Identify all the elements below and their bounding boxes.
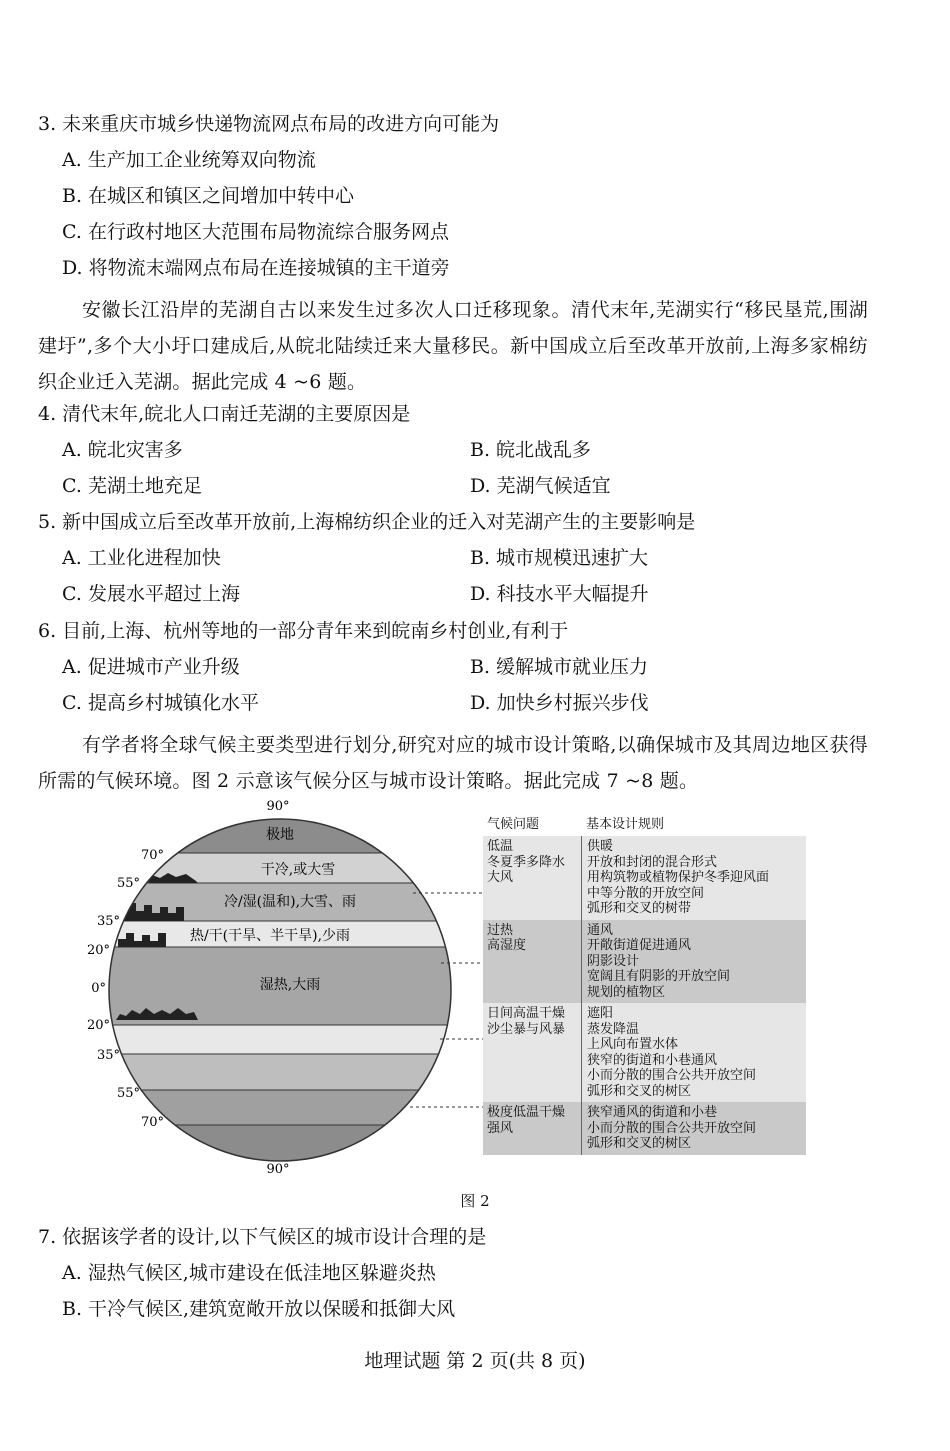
problem-text: 沙尘暴与风暴	[487, 1021, 566, 1037]
header-rule: 基本设计规则	[586, 817, 665, 833]
rule-text: 规划的植物区	[587, 984, 666, 1000]
zone-polar-label: 极地	[266, 827, 294, 843]
q6-option-d: D. 加快乡村振兴步伐	[470, 692, 649, 714]
lat-label: 0°	[91, 981, 106, 996]
rule-text: 阴影设计	[587, 953, 640, 969]
problem-text: 大风	[487, 870, 514, 885]
q3-option-a: A. 生产加工企业统筹双向物流	[62, 149, 316, 171]
q6-stem: 6. 目前,上海、杭州等地的一部分青年来到皖南乡村创业,有利于	[38, 620, 569, 642]
problem-text: 过热	[487, 922, 514, 938]
lat-label-bottom: 90°	[266, 1162, 290, 1177]
lat-label: 20°	[86, 1018, 110, 1033]
rule-text: 小而分散的围合公共开放空间	[587, 1068, 757, 1083]
lat-label-top: 90°	[266, 799, 290, 814]
zone-drycold-label: 干冷,或大雪	[260, 862, 336, 878]
rule-text: 遮阳	[587, 1006, 614, 1021]
rule-text: 狭窄通风的街道和小巷	[587, 1105, 718, 1120]
problem-text: 高湿度	[487, 938, 527, 953]
zone-hotwet-label: 湿热,大雨	[259, 977, 321, 993]
q4-option-a: A. 皖北灾害多	[62, 439, 183, 461]
lat-label: 70°	[140, 1115, 164, 1130]
figure-caption: 图 2	[460, 1192, 490, 1210]
q4-stem: 4. 清代末年,皖北人口南迁芜湖的主要原因是	[38, 403, 411, 425]
rule-text: 通风	[587, 922, 614, 938]
rule-text: 弧形和交叉的树区	[587, 1083, 692, 1099]
q7-option-a: A. 湿热气候区,城市建设在低洼地区躲避炎热	[62, 1262, 436, 1284]
passage-wuhu: 安徽长江沿岸的芜湖自古以来发生过多次人口迁移现象。清代末年,芜湖实行“移民垦荒,围湖建圩”,多个大小圩口建成后,从皖北陆续迁来大量移民。新中国成立后至改革开放前,上海多家棉纺织企业迁入芜湖。据此完成 4 ~6 题。	[38, 299, 868, 393]
climate-zone-globe	[0, 795, 483, 1180]
table-row	[483, 1102, 806, 1155]
table-row	[483, 920, 806, 1004]
rule-text: 开放和封闭的混合形式	[587, 854, 718, 870]
table-row	[483, 1003, 806, 1102]
lat-label: 55°	[116, 1086, 140, 1101]
q5-option-d: D. 科技水平大幅提升	[470, 583, 649, 605]
q5-option-b: B. 城市规模迅速扩大	[470, 547, 649, 569]
zone-hotdry-label: 热/干(干旱、半干旱),少雨	[189, 928, 351, 944]
q3-option-b: B. 在城区和镇区之间增加中转中心	[62, 185, 355, 207]
rule-text: 弧形和交叉的树带	[587, 901, 692, 916]
q4-option-c: C. 芜湖土地充足	[62, 475, 202, 497]
q6-option-a: A. 促进城市产业升级	[62, 656, 240, 678]
problem-text: 强风	[487, 1120, 514, 1136]
problem-text: 日间高温干燥	[487, 1006, 566, 1021]
q5-stem: 5. 新中国成立后至改革开放前,上海棉纺织企业的迁入对芜湖产生的主要影响是	[38, 511, 696, 533]
rule-text: 狭窄的街道和小巷通风	[587, 1052, 718, 1068]
q6-option-b: B. 缓解城市就业压力	[470, 656, 649, 678]
problem-text: 低温	[487, 839, 514, 854]
q7-option-b: B. 干冷气候区,建筑宽敞开放以保暖和抵御大风	[62, 1298, 456, 1320]
rule-text: 用构筑物或植物保护冬季迎风面	[587, 870, 770, 885]
q4-option-b: B. 皖北战乱多	[470, 439, 592, 461]
rule-text: 供暖	[587, 839, 614, 854]
problem-text: 冬夏季多降水	[487, 854, 566, 870]
rule-text: 宽阔且有阴影的开放空间	[587, 969, 731, 984]
rule-text: 弧形和交叉的树区	[587, 1136, 692, 1151]
q5-option-a: A. 工业化进程加快	[62, 547, 221, 569]
q6-option-c: C. 提高乡村城镇化水平	[62, 692, 259, 714]
q5-option-c: C. 发展水平超过上海	[62, 583, 240, 605]
lat-label: 35°	[96, 1048, 120, 1063]
lat-label: 20°	[86, 943, 110, 958]
rule-text: 小而分散的围合公共开放空间	[587, 1120, 757, 1136]
rule-text: 上风向布置水体	[587, 1037, 679, 1052]
rule-text: 开敞街道促进通风	[587, 938, 692, 953]
lat-label: 55°	[116, 876, 140, 891]
page-footer: 地理试题 第 2 页(共 8 页)	[364, 1350, 586, 1372]
problem-text: 极度低温干燥	[487, 1105, 566, 1120]
lat-label: 35°	[96, 914, 120, 929]
passage-climate: 有学者将全球气候主要类型进行划分,研究对应的城市设计策略,以确保城市及其周边地区获得所需的气候环境。图 2 示意该气候分区与城市设计策略。据此完成 7 ~8 题。	[38, 734, 868, 792]
q7-stem: 7. 依据该学者的设计,以下气候区的城市设计合理的是	[38, 1226, 487, 1248]
zone-coldwet-label: 冷/湿(温和),大雪、雨	[223, 894, 357, 910]
q3-option-c: C. 在行政村地区大范围布局物流综合服务网点	[62, 221, 449, 243]
q4-option-d: D. 芜湖气候适宜	[470, 475, 611, 497]
q3-option-d: D. 将物流末端网点布局在连接城镇的主干道旁	[62, 257, 450, 279]
lat-label: 70°	[140, 848, 164, 863]
q3-stem: 3. 未来重庆市城乡快递物流网点布局的改进方向可能为	[38, 113, 500, 135]
header-problem: 气候问题	[487, 817, 540, 833]
rule-text: 蒸发降温	[587, 1021, 640, 1037]
rule-text: 中等分散的开放空间	[587, 885, 705, 901]
climate-design-table	[483, 814, 806, 1155]
table-row	[483, 836, 806, 920]
